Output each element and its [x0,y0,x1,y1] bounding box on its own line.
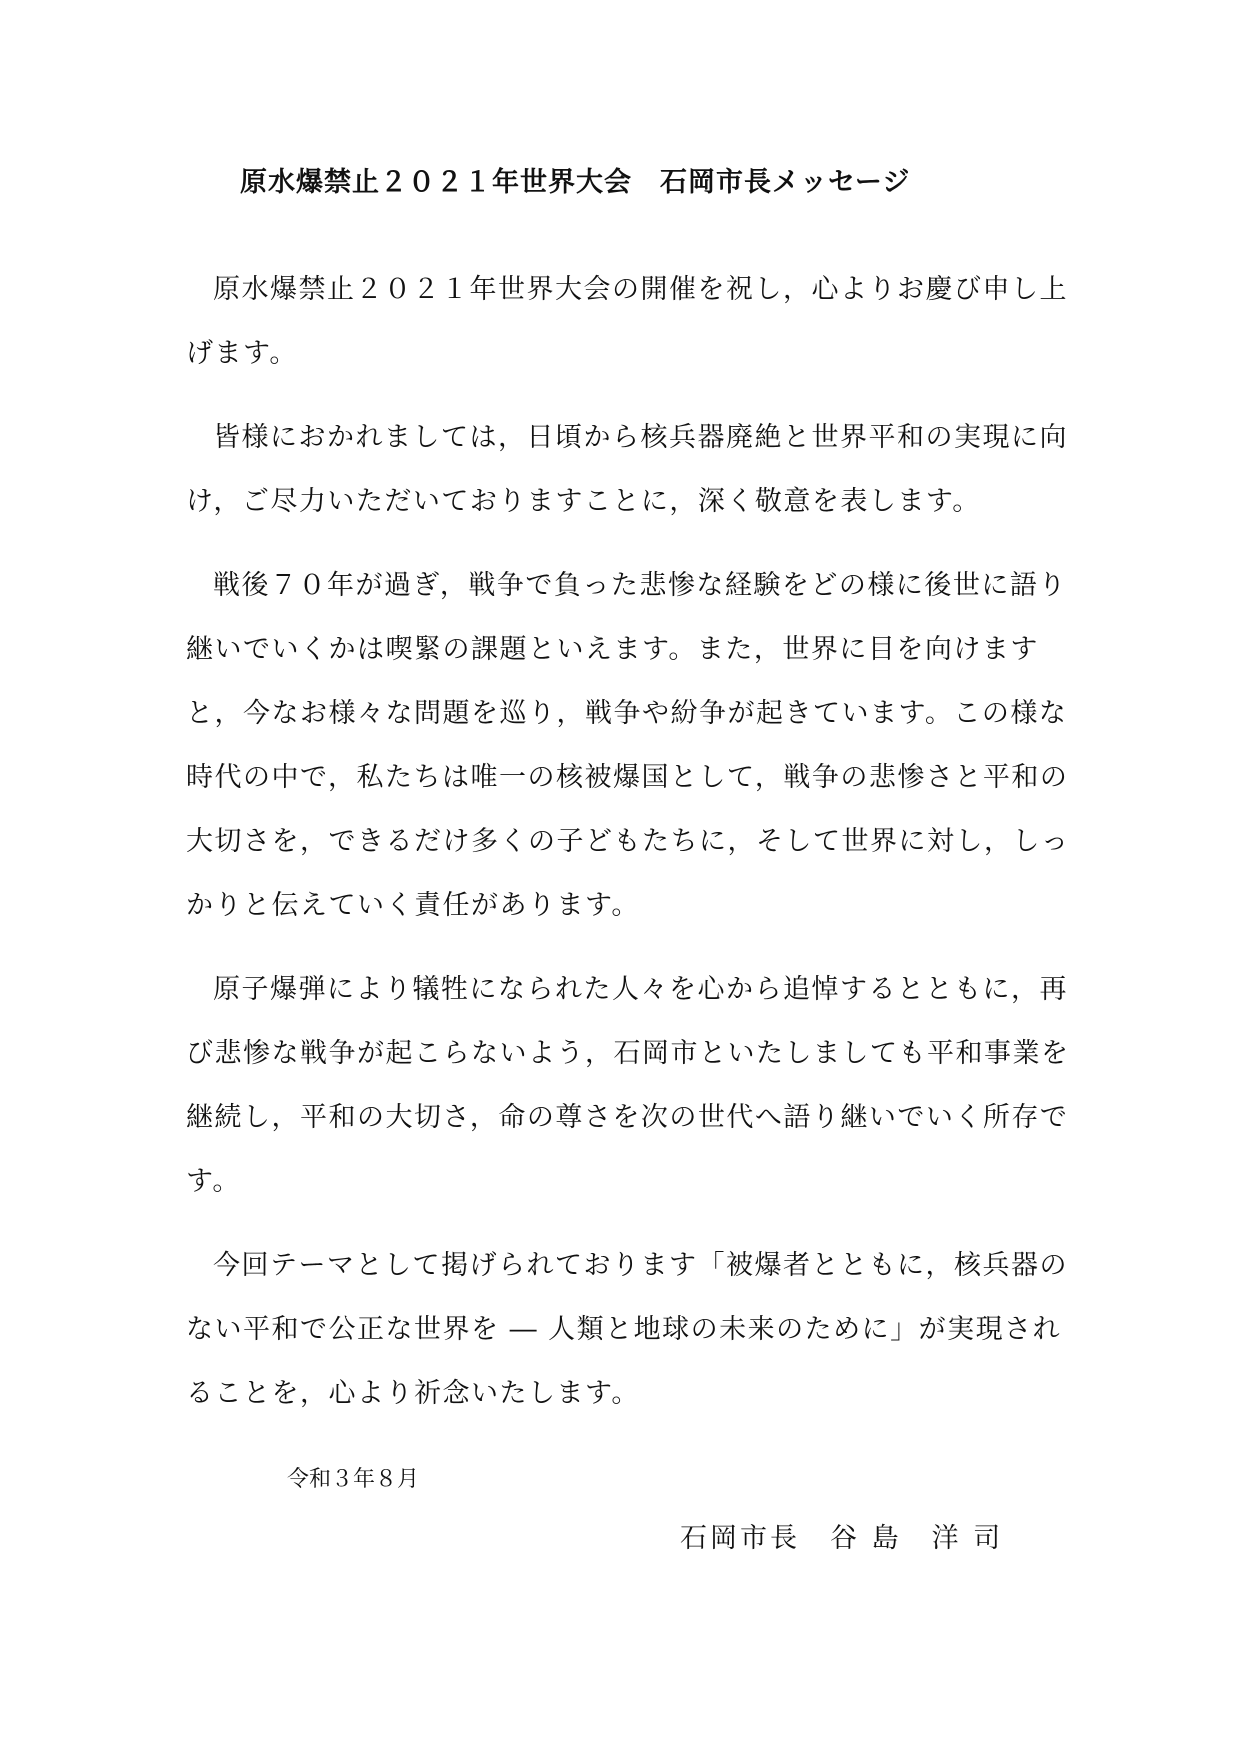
paragraph-respect: 皆様におかれましては，日頃から核兵器廃絶と世界平和の実現に向け，ご尽力いただいておりますことに，深く敬意を表します。 [186,422,1068,517]
paragraph-memorial: 原子爆弾により犠牲になられた人々を心から追悼するとともに，再び悲惨な戦争が起こらないよう，石岡市といたしましても平和事業を継続し，平和の大切さ，命の尊さを次の世代へ語り継いでいく所存です。 [186,974,1070,1197]
document-title: 原水爆禁止２０２１年世界大会 石岡市長メッセージ [240,167,911,198]
message-body [186,258,1076,1446]
document-date: 令和３年８月 [287,1467,420,1492]
paragraph-theme: 今回テーマとして掲げられております「被爆者とともに，核兵器のない平和で公正な世界を ― 人類と地球の未来のために」が実現されることを，心より祈念いたします。 [186,1250,1068,1409]
paragraph-postwar: 戦後７０年が過ぎ，戦争で負った悲惨な経験をどの様に後世に語り継いでいくかは喫緊の課題といえます。また，世界に目を向けますと，今なお様々な問題を巡り，戦争や紛争が起きています。この様な時代の中で，私たちは唯一の核被爆国として，戦争の悲惨さと平和の大切さを，できるだけ多くの子どもたちに，そして世界に対し，しっかりと伝えていく責任があります。 [186,570,1070,921]
mayor-signature: 石岡市長 谷 島 洋 司 [680,1523,1004,1554]
paragraph-greeting: 原水爆禁止２０２１年世界大会の開催を祝し，心よりお慶び申し上げます。 [186,274,1068,369]
